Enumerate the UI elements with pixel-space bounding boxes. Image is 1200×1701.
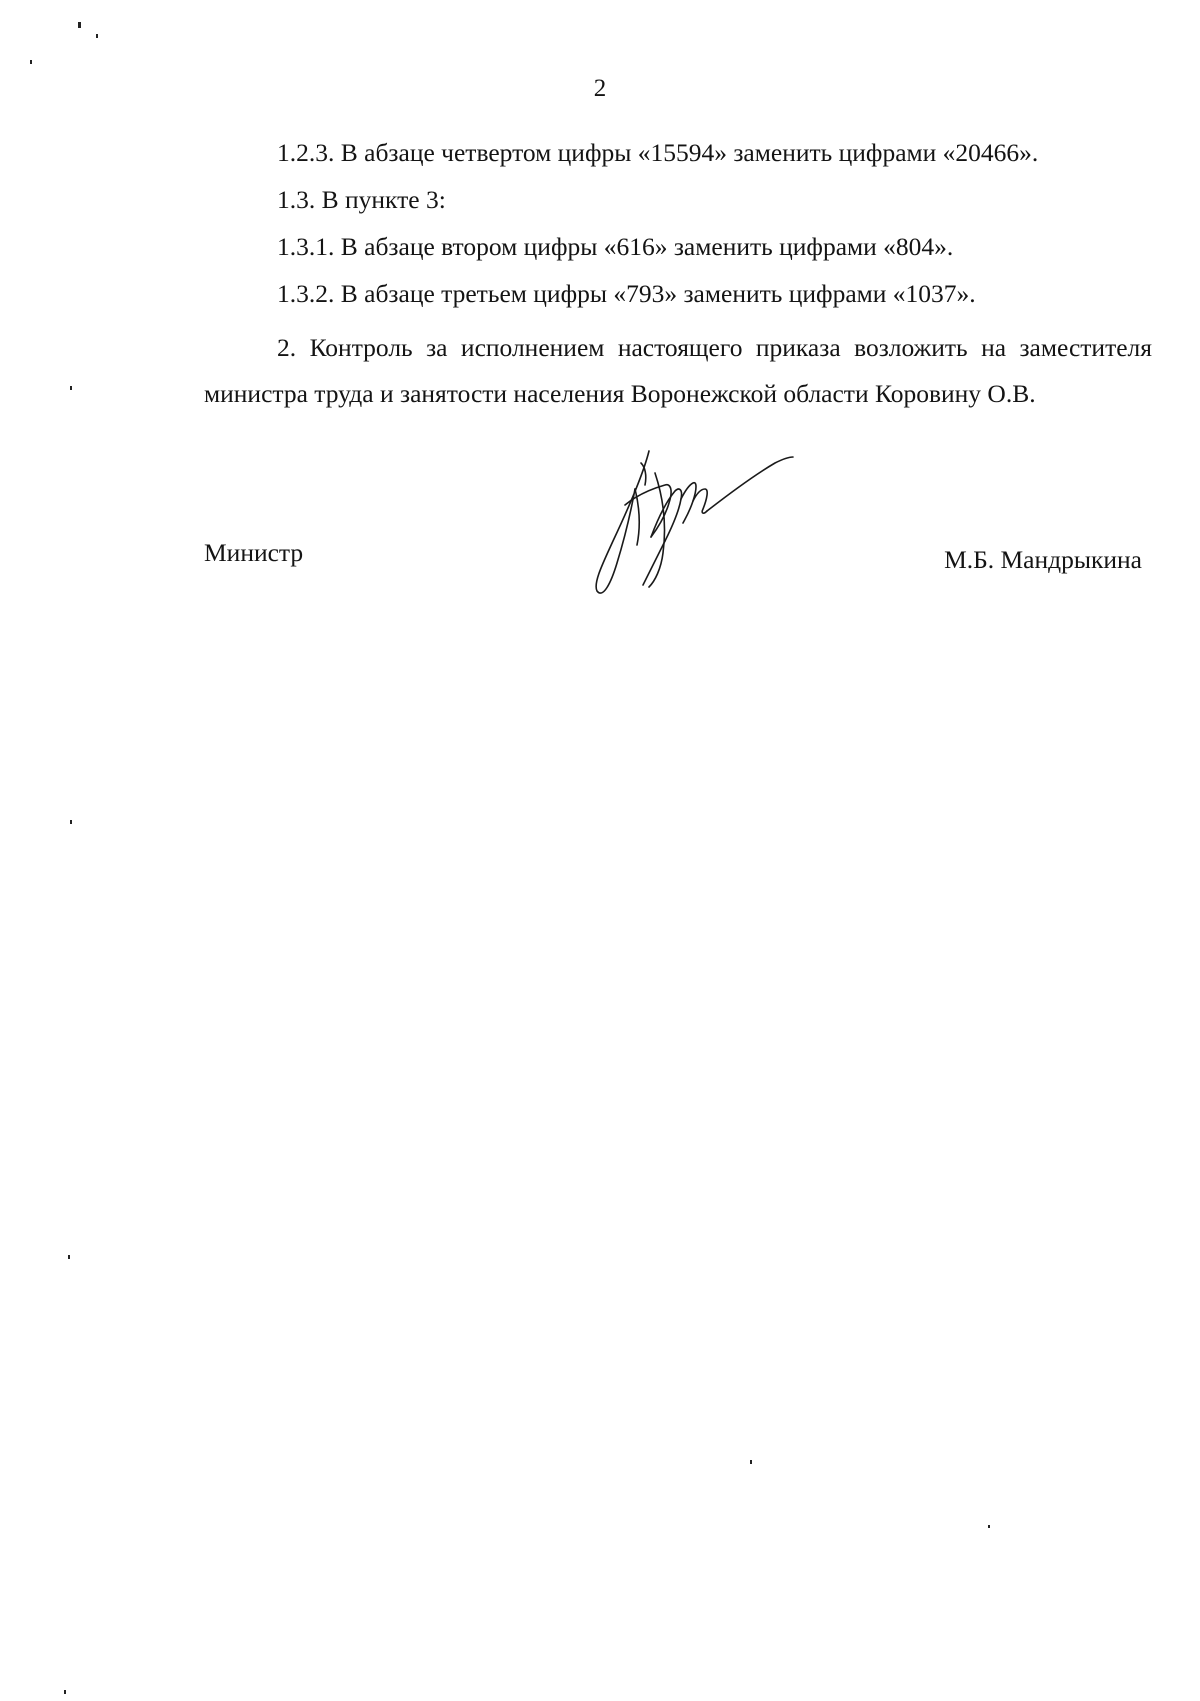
paragraph-1-3-1: 1.3.1. В абзаце втором цифры «616» заменить цифрами «804». <box>277 232 954 261</box>
paragraph-2: 2. Контроль за исполнением настоящего приказа возложить на заместителя министра труда и занятости населения Воронежской области Коровину О.В. <box>204 333 1152 408</box>
paragraph-1-3: 1.3. В пункте 3: <box>277 185 446 214</box>
paragraph-1-2-3: 1.2.3. В абзаце четвертом цифры «15594» заменить цифрами «20466». <box>277 138 1039 167</box>
page-number: 2 <box>593 75 607 102</box>
paragraph-1-3-2: 1.3.2. В абзаце третьем цифры «793» заменить цифрами «1037». <box>277 279 976 308</box>
signatory-name: М.Б. Мандрыкина <box>944 545 1142 574</box>
signatory-title: Министр <box>204 538 304 567</box>
handwritten-signature <box>585 445 805 605</box>
